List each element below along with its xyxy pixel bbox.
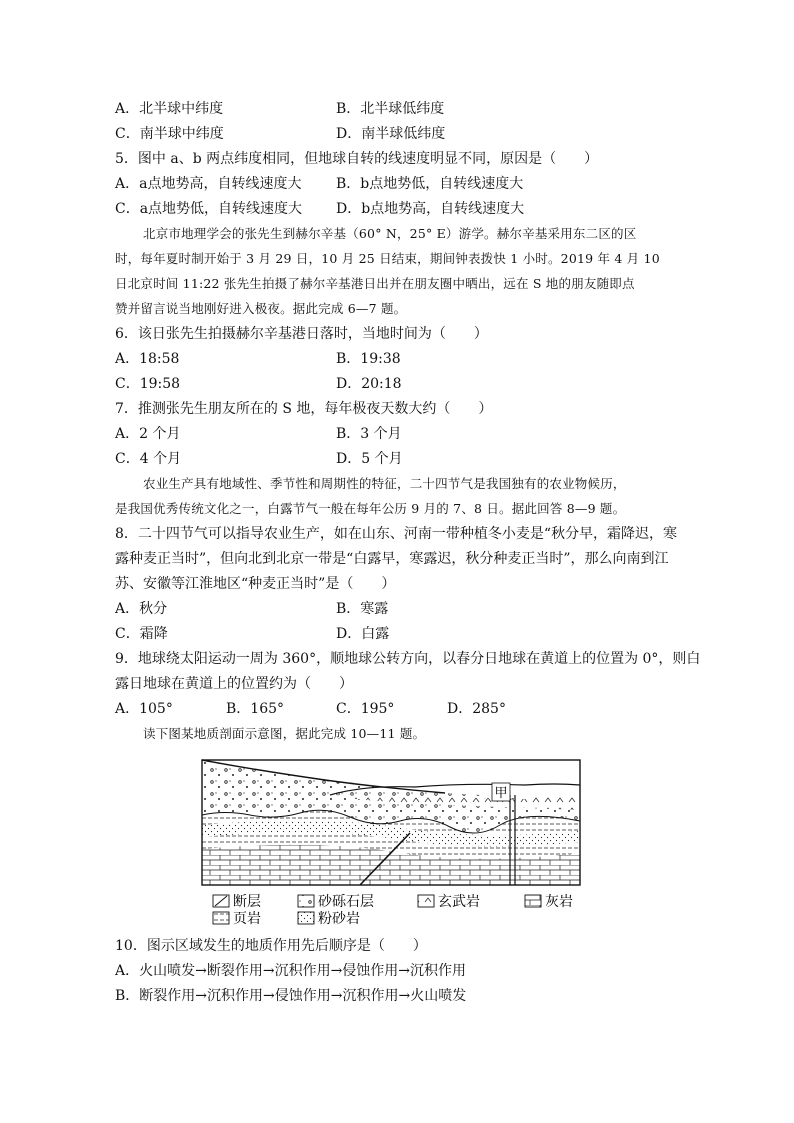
legend-gravel: 砂砾石层	[318, 894, 374, 910]
q7-option-b: B．3 个月	[336, 426, 402, 442]
gravel-legend-icon	[298, 895, 314, 907]
passage-6-7-line3: 日北京时间 11:22 张先生拍摄了赫尔辛基港日出并在朋友圈中晒出，远在 S 地的朋友随即点	[115, 276, 635, 291]
q7-stem: 7．推测张先生朋友所在的 S 地，每年极夜天数大约（ ）	[115, 401, 493, 417]
q5-stem: 5．图中 a、b 两点纬度相同，但地球自转的线速度明显不同，原因是（ ）	[115, 151, 599, 167]
passage-6-7-line1: 北京市地理学会的张先生到赫尔辛基（60° N，25° E）游学。赫尔辛基采用东二区的区	[143, 226, 637, 241]
legend-limestone: 灰岩	[545, 894, 573, 910]
q9-stem-line2: 露日地球在黄道上的位置约为（ ）	[115, 676, 353, 692]
q5-option-b: B．b点地势低，自转线速度大	[336, 176, 524, 192]
q10-stem: 10．图示区域发生的地质作用先后顺序是（ ）	[115, 938, 427, 954]
legend-shale: 页岩	[233, 911, 261, 927]
q9-stem-line1: 9．地球绕太阳运动一周为 360°，顺地球公转方向，以春分日地球在黄道上的位置为 0°，则白	[115, 651, 701, 667]
legend-basalt: 玄武岩	[438, 894, 480, 910]
q6-option-a: A．18:58	[115, 351, 180, 367]
passage-10-11: 读下图某地质剖面示意图，据此完成 10—11 题。	[143, 726, 426, 741]
q4-option-a: A．北半球中纬度	[115, 101, 224, 117]
passage-6-7-line4: 赞并留言说当地刚好进入极夜。据此完成 6—7 题。	[115, 301, 407, 316]
q8-option-a: A．秋分	[115, 601, 168, 617]
q8-option-d: D．白露	[336, 626, 390, 642]
q6-stem: 6．该日张先生拍摄赫尔辛基港日落时，当地时间为（ ）	[115, 326, 488, 342]
q6-option-b: B．19:38	[336, 351, 401, 367]
q10-option-a: A．火山喷发→断裂作用→沉积作用→侵蚀作用→沉积作用	[115, 963, 467, 979]
q6-option-c: C．19:58	[115, 376, 181, 392]
geologic-section-figure	[195, 755, 590, 930]
q9-option-a: A．105°	[115, 701, 173, 717]
q7-option-a: A．2 个月	[115, 426, 181, 442]
basalt-legend-icon	[418, 895, 434, 907]
limestone-legend-icon	[525, 895, 541, 907]
q9-option-c: C．195°	[336, 701, 395, 717]
q7-option-c: C．4 个月	[115, 451, 182, 467]
marker-jia: 甲	[494, 786, 508, 801]
passage-8-9-line1: 农业生产具有地域性、季节性和周期性的特征，二十四节气是我国独有的农业物候历，	[143, 476, 626, 491]
passage-8-9-line2: 是我国优秀传统文化之一，白露节气一般在每年公历 9 月的 7、8 日。据此回答 8—9 题。	[115, 501, 626, 516]
q5-option-d: D．b点地势高，自转线速度大	[336, 201, 525, 217]
q8-option-c: C．霜降	[115, 626, 168, 642]
q9-option-d: D．285°	[447, 701, 506, 717]
q8-stem-line3: 苏、安徽等江淮地区“种麦正当时”是（ ）	[115, 576, 396, 592]
q4-option-b: B．北半球低纬度	[336, 101, 445, 117]
q4-option-d: D．南半球低纬度	[336, 126, 446, 142]
shale-legend-icon	[213, 912, 229, 924]
q8-stem-line1: 8．二十四节气可以指导农业生产，如在山东、河南一带种植冬小麦是“秋分早，霜降迟，寒	[115, 526, 678, 542]
q10-option-b: B．断裂作用→沉积作用→侵蚀作用→沉积作用→火山喷发	[115, 988, 467, 1004]
section-frame	[202, 760, 580, 885]
legend-fault: 断层	[233, 894, 261, 910]
legend-silt: 粉砂岩	[318, 911, 360, 927]
legend	[213, 893, 573, 927]
q6-option-d: D．20:18	[336, 376, 402, 392]
q7-option-d: D．5 个月	[336, 451, 403, 467]
q4-option-c: C．南半球中纬度	[115, 126, 224, 142]
q9-option-b: B．165°	[226, 701, 285, 717]
silt-legend-icon	[298, 912, 314, 924]
q5-option-a: A．a点地势高，自转线速度大	[115, 176, 302, 192]
q5-option-c: C．a点地势低，自转线速度大	[115, 201, 303, 217]
q8-option-b: B．寒露	[336, 601, 389, 617]
passage-6-7-line2: 时，每年夏时制开始于 3 月 29 日，10 月 25 日结束，期间钟表拨快 1 小时。2019 年 4 月 10	[115, 251, 660, 266]
q8-stem-line2: 露种麦正当时”，但向北到北京一带是“白露早，寒露迟，秋分种麦正当时”，那么向南到江	[115, 551, 669, 567]
